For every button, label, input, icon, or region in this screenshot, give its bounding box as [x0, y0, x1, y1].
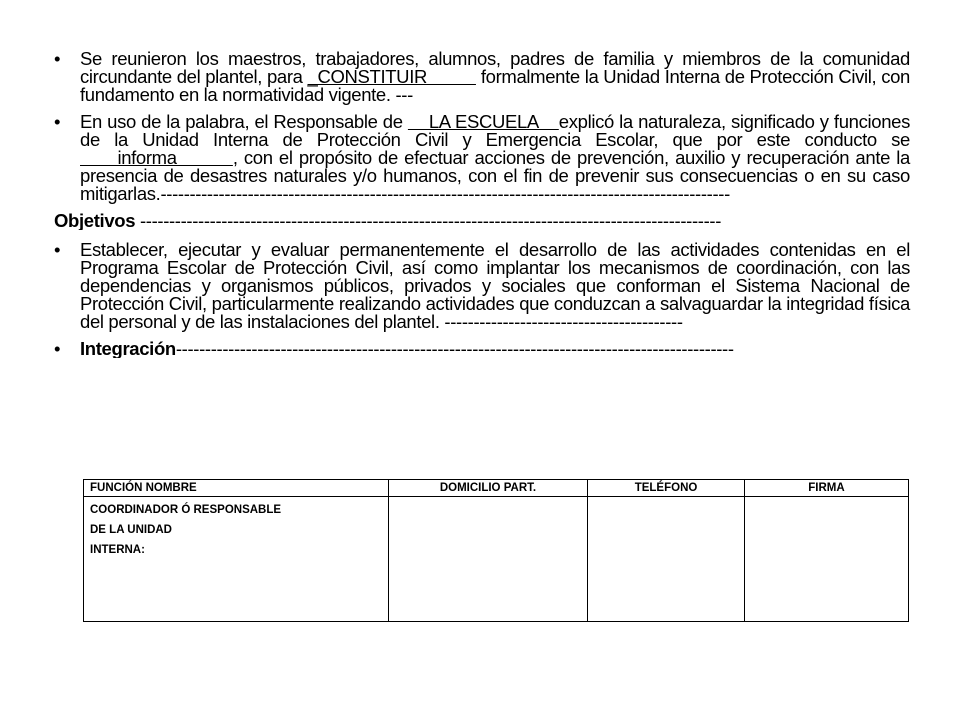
paragraph-text: explicó la naturaleza, significado y funciones de la Unidad Interna de Protección Civil y Emergencia Escolar, que por este conducto se [80, 111, 910, 150]
header-firma: FIRMA [744, 480, 908, 497]
bullet-icon: • [54, 111, 61, 132]
cell-firma-blank[interactable] [744, 497, 908, 622]
integration-table [83, 479, 909, 622]
table-header-row [84, 480, 909, 497]
paragraph-text: formalmente la Unidad Interna de Protección Civil, con fundamento en la normatividad vigente. --- [80, 66, 910, 105]
role-line: COORDINADOR Ó RESPONSABLE [90, 504, 282, 516]
header-telefono: TELÉFONO [588, 480, 745, 497]
paragraph-objetivos [54, 241, 910, 331]
paragraph-text: Se reunieron los maestros, trabajadores, alumnos, padres de familia y miembros de la comunidad circundante del plantel, para [80, 48, 910, 87]
document-body [54, 50, 910, 367]
integracion-heading [54, 340, 910, 358]
role-line: INTERNA: [90, 544, 145, 556]
bullet-icon: • [54, 239, 61, 260]
blank-informa: informa [80, 147, 233, 168]
bullet-icon: • [54, 340, 61, 358]
bullet-icon: • [54, 48, 61, 69]
cell-coordinador [84, 497, 389, 622]
blank-la-escuela: LA ESCUELA [407, 111, 559, 132]
objetivos-heading [54, 212, 910, 230]
table-row [84, 497, 909, 622]
cell-domicilio-blank[interactable] [388, 497, 587, 622]
integracion-dashes: ------------------------------------------------------------------------------------------------ [175, 340, 734, 358]
paragraph-text: , con el propósito de efectuar acciones de prevención, auxilio y recuperación ante la presencia de desastres naturales y/o humanos, con el fin de prevenir sus consecuencias o en su caso mitigarlas.-------------------------------------------------------------------------------------------------- [80, 147, 910, 204]
blank-constituir: _CONSTITUIR [307, 66, 476, 87]
header-funcion-nombre: FUNCIÓN NOMBRE [84, 480, 389, 497]
header-domicilio: DOMICILIO PART. [388, 480, 587, 497]
cell-telefono-blank[interactable] [588, 497, 745, 622]
objetivos-dashes: ---------------------------------------------------------------------------------------------------- [135, 212, 722, 230]
paragraph-constitucion [54, 50, 910, 104]
role-line: DE LA UNIDAD [90, 524, 172, 536]
integracion-label: Integración [80, 340, 176, 358]
paragraph-text: En uso de la palabra, el Responsable de [80, 111, 408, 132]
paragraph-responsable [54, 113, 910, 203]
paragraph-text: Establecer, ejecutar y evaluar permanentemente el desarrollo de las actividades contenidas en el Programa Escolar de Protección Civil, así como implantar los mecanismos de coordinación, con las dependencias y organismos públicos, privados y sociales que conforman el Sistema Nacional de Protección Civil, particularmente realizando actividades que conduzcan a salvaguardar la integridad física del personal y de las instalaciones del plantel. ----------------------------------------- [80, 239, 910, 332]
objetivos-label: Objetivos [54, 212, 136, 230]
